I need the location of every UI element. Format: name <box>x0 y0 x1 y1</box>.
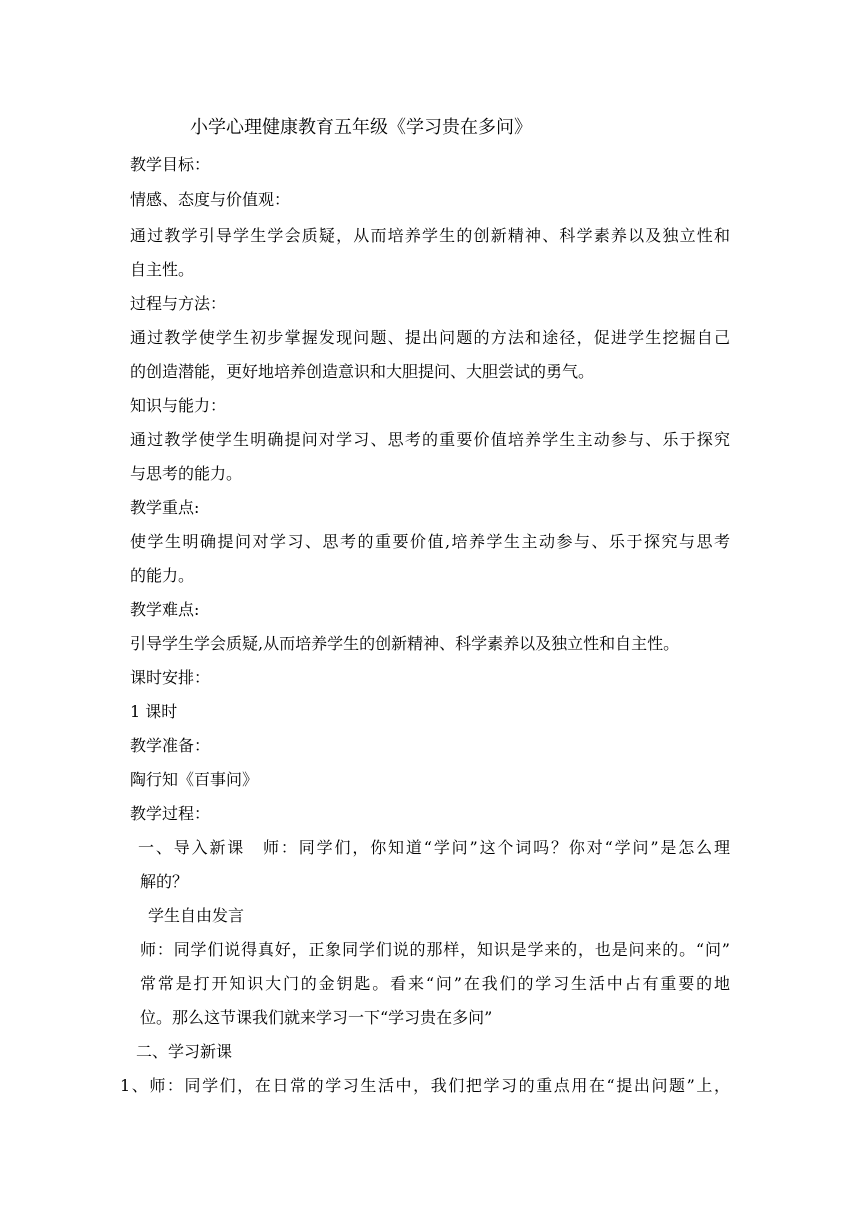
heading-teaching-goals: 教学目标： <box>130 155 211 174</box>
paragraph-line: 位。那么这节课我们就来学习一下“学习贵在多问” <box>140 1008 493 1027</box>
heading-difficulties: 教学难点: <box>130 600 200 619</box>
paragraph-line: 的创造潜能，更好地培养创造意识和大胆提问、大胆尝试的勇气。 <box>130 362 595 381</box>
section-heading-new-lesson: 二、学习新课 <box>136 1042 233 1061</box>
paragraph-line: 与思考的能力。 <box>130 464 243 483</box>
paragraph-line: 通过教学使学生明确提问对学习、思考的重要价值培养学生主动参与、乐于探究 <box>130 430 730 449</box>
paragraph-line: 使学生明确提问对学习、思考的重要价值,培养学生主动参与、乐于探究与思考 <box>130 532 730 551</box>
heading-schedule: 课时安排： <box>130 668 211 687</box>
paragraph-line: 一、导入新课 师：同学们，你知道“学问”这个词吗？你对“学问”是怎么理 <box>138 838 730 857</box>
paragraph-line: 学生自由发言 <box>148 906 245 925</box>
paragraph-line: 解的？ <box>140 872 189 891</box>
subheading-knowledge: 知识与能力： <box>130 396 227 415</box>
subheading-process-method: 过程与方法： <box>130 294 227 313</box>
subheading-attitude: 情感、态度与价值观： <box>130 190 291 209</box>
heading-process: 教学过程： <box>130 804 211 823</box>
paragraph-line: 常常是打开知识大门的金钥匙。看来“问”在我们的学习生活中占有重要的地 <box>140 974 730 993</box>
paragraph-line: 通过教学引导学生学会质疑，从而培养学生的创新精神、科学素养以及独立性和 <box>130 226 730 245</box>
paragraph-line: 师：同学们说得真好，正象同学们说的那样，知识是学来的，也是问来的。“问” <box>140 940 730 959</box>
paragraph-line: 引导学生学会质疑,从而培养学生的创新精神、科学素养以及独立性和自主性。 <box>130 634 680 653</box>
document-title: 小学心理健康教育五年级《学习贵在多问》 <box>190 117 532 138</box>
paragraph-line: 陶行知《百事问》 <box>130 770 259 789</box>
heading-key-points: 教学重点: <box>130 498 200 517</box>
paragraph-line: 自主性。 <box>130 260 195 279</box>
heading-preparation: 教学准备： <box>130 736 211 755</box>
paragraph-line: 1 课时 <box>130 702 178 721</box>
paragraph-line: 的能力。 <box>130 566 195 585</box>
paragraph-line: 1、师：同学们，在日常的学习生活中，我们把学习的重点用在“提出问题”上， <box>120 1076 730 1095</box>
paragraph-line: 通过教学使学生初步掌握发现问题、提出问题的方法和途径，促进学生挖掘自己 <box>130 328 730 347</box>
